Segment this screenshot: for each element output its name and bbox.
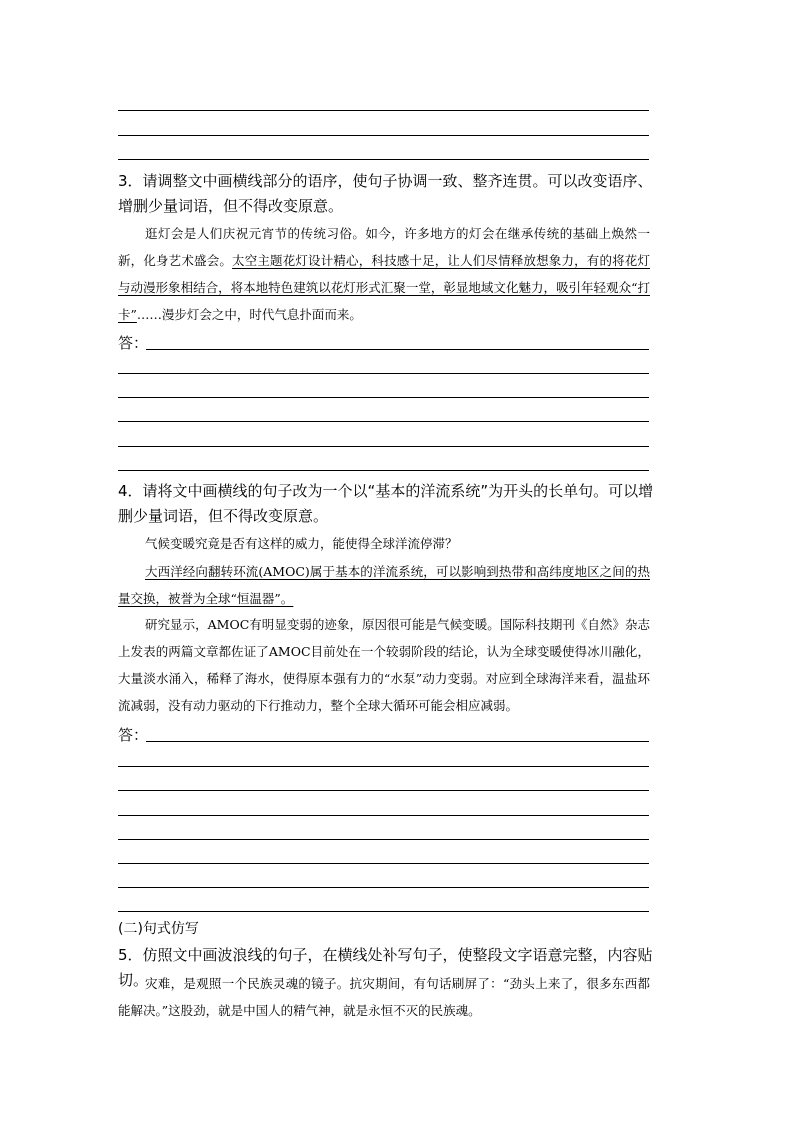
- answer-line[interactable]: [118, 421, 649, 422]
- passage-text: 逛灯会是人们庆祝元宵节的传统习俗。如今，许多地方的灯会在继承传统的基础上焕然一新，化身艺术盛会。: [118, 226, 650, 268]
- answer-line[interactable]: [118, 135, 649, 136]
- question-5-passage: [118, 970, 650, 1024]
- question-4-para-3: 研究显示，AMOC有明显变弱的迹象，原因很可能是气候变暖。国际科技期刊《自然》杂志上发表的两篇文章都佐证了AMOC目前处在一个较弱阶段的结论，认为全球变暖使得冰川融化，大量淡水涌入，稀释了海水，使得原本强有力的“水泵”动力变弱。对应到全球海洋来看，温盐环流减弱，没有动力驱动的下行推动力，整个全球大循环可能会相应减弱。: [118, 617, 650, 713]
- answer-line[interactable]: [118, 373, 649, 374]
- question-3-passage: [118, 220, 650, 328]
- answer-line[interactable]: [118, 766, 649, 767]
- wavy-sentence: 这股劲，就是中国人的精气神，就是永恒不灭的民族魂。: [168, 1003, 481, 1018]
- answer-line[interactable]: [146, 349, 649, 350]
- answer-line[interactable]: [118, 790, 649, 791]
- answer-line[interactable]: [118, 863, 649, 864]
- question-4-para-2: [118, 558, 650, 612]
- answer-line[interactable]: [118, 911, 649, 912]
- answer-line[interactable]: [118, 839, 649, 840]
- answer-line[interactable]: [118, 397, 649, 398]
- answer-label: 答：: [118, 334, 149, 352]
- question-5-prompt: 5．仿照文中画波浪线的句子，在横线处补写句子，使整段文字语意完整，内容贴切。: [118, 946, 653, 989]
- answer-line[interactable]: [118, 887, 649, 888]
- answer-line[interactable]: [146, 741, 649, 742]
- passage-text: ……漫步灯会之中，时代气息扑面而来。: [136, 307, 362, 322]
- answer-line[interactable]: [118, 159, 649, 160]
- question-4-prompt: 4．请将文中画横线的句子改为一个以“基本的洋流系统”为开头的长单句。可以增删少量词语，但不得改变原意。: [118, 482, 654, 525]
- answer-line[interactable]: [118, 110, 649, 111]
- section-title: (二)句式仿写: [118, 921, 199, 937]
- answer-label: 答：: [118, 726, 149, 744]
- question-3-prompt: 3．请调整文中画横线部分的语序，使句子协调一致、整齐连贯。可以改变语序、增删少量词语，但不得改变原意。: [118, 172, 653, 215]
- passage-text: 灾难，是观照一个民族灵魂的镜子。抗灾期间，有句话刷屏了：“劲头上来了，很多东西都能解决。”: [118, 976, 650, 1018]
- answer-line[interactable]: [118, 470, 649, 471]
- underlined-sentence: 太空主题花灯设计精心，科技感十足，让人们尽情释放想象力，有的将花灯与动漫形象相结合，将本地特色建筑以花灯形式汇聚一堂，彰显地域文化魅力，吸引年轻观众“打卡”: [118, 253, 650, 322]
- answer-line[interactable]: [118, 815, 649, 816]
- answer-line[interactable]: [118, 446, 649, 447]
- underlined-sentence: 大西洋经向翻转环流(AMOC)属于基本的洋流系统，可以影响到热带和高纬度地区之间的热量交换，被誉为全球“恒温器”。: [118, 564, 650, 606]
- question-4-para-1: 气候变暖究竟是否有这样的威力，能使得全球洋流停滞？: [145, 536, 458, 551]
